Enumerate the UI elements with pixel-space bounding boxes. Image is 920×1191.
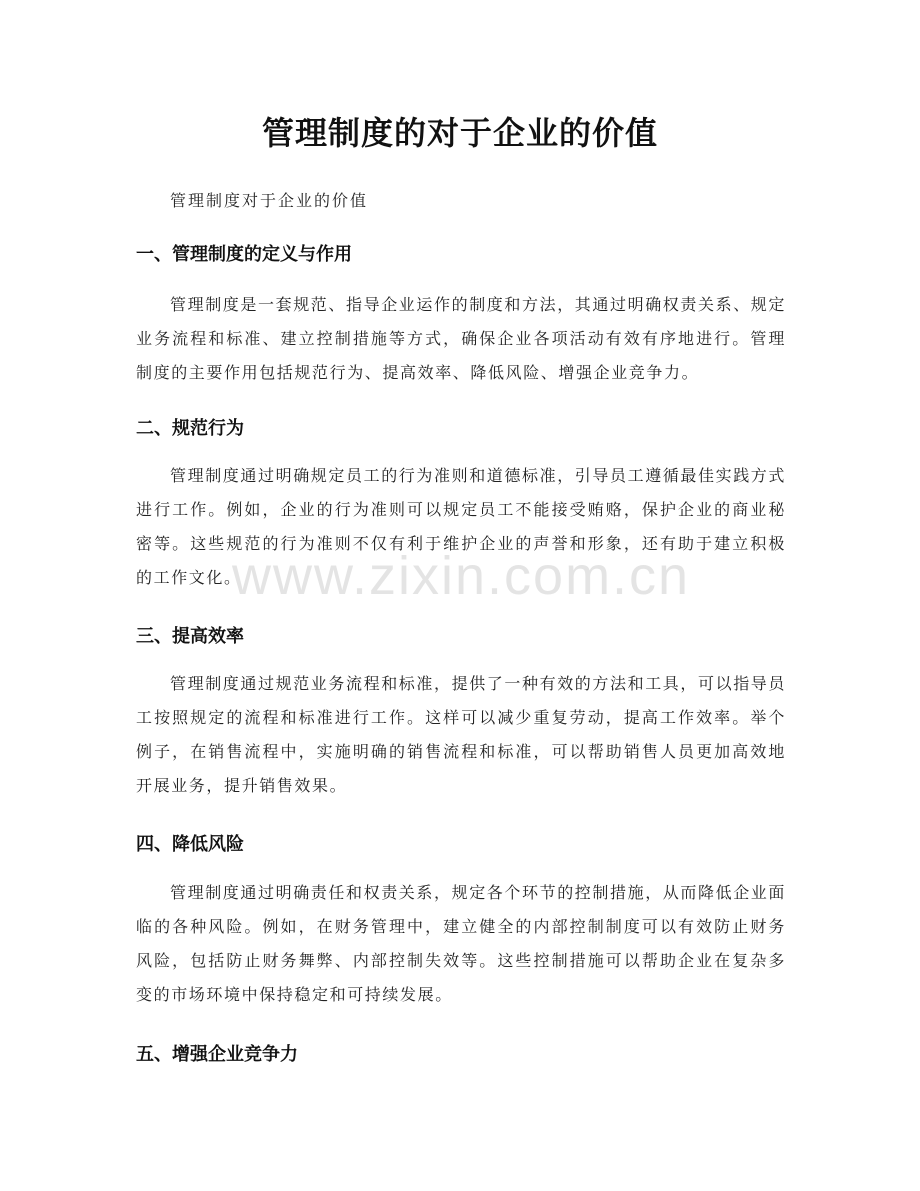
section-body-1: 管理制度是一套规范、指导企业运作的制度和方法，其通过明确权责关系、规定业务流程和标准、建立控制措施等方式，确保企业各项活动有效有序地进行。管理制度的主要作用包括规范行为、提高效率、降低风险、增强企业竞争力。 [136, 295, 787, 382]
document-subtitle: 管理制度对于企业的价值 [170, 191, 369, 210]
section-body-4: 管理制度通过明确责任和权责关系，规定各个环节的控制措施，从而降低企业面临的各种风险。例如，在财务管理中，建立健全的内部控制制度可以有效防止财务风险，包括防止财务舞弊、内部控制失效等。这些控制措施可以帮助企业在复杂多变的市场环境中保持稳定和可持续发展。 [136, 883, 787, 1004]
section-heading-5: 五、增强企业竞争力 [136, 1044, 298, 1065]
section-body-3: 管理制度通过规范业务流程和标准，提供了一种有效的方法和工具，可以指导员工按照规定的流程和标准进行工作。这样可以减少重复劳动，提高工作效率。举个例子，在销售流程中，实施明确的销售流程和标准，可以帮助销售人员更加高效地开展业务，提升销售效果。 [136, 674, 787, 795]
watermark-text: www.zixin.com.cn [232, 546, 691, 606]
document-title: 管理制度的对于企业的价值 [261, 114, 658, 152]
section-heading-2: 二、规范行为 [136, 418, 244, 439]
section-body-2: 管理制度通过明确规定员工的行为准则和道德标准，引导员工遵循最佳实践方式进行工作。例如，企业的行为准则可以规定员工不能接受贿赂，保护企业的商业秘密等。这些规范的行为准则不仅有利于维护企业的声誉和形象，还有助于建立积极的工作文化。 [136, 466, 787, 587]
section-heading-1: 一、管理制度的定义与作用 [136, 244, 352, 265]
section-heading-4: 四、降低风险 [136, 834, 244, 855]
section-heading-3: 三、提高效率 [136, 626, 244, 647]
